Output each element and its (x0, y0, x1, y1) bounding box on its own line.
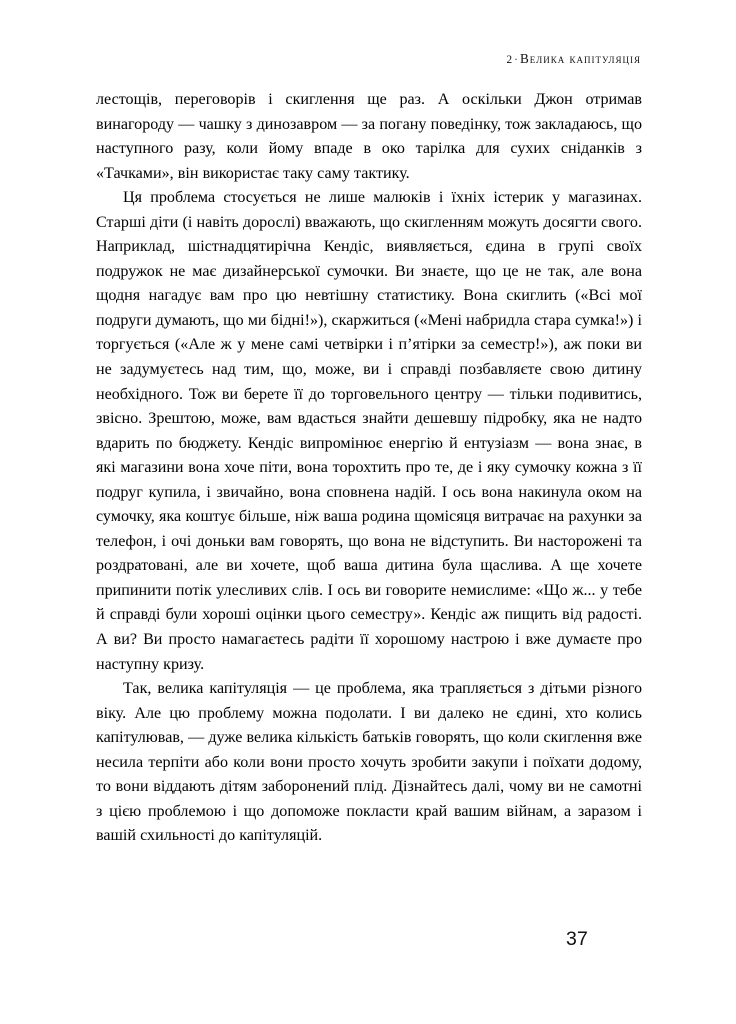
running-head-separator: · (514, 54, 519, 66)
paragraph-candice: Ця проблема стосується не лише малюків і їхніх істерик у магазинах. Старші діти (і навіть дорослі) вважають, що скигленням можуть досягти свого. Наприклад, шістнадцятирічна Кендіс, виявляється, єдина в групі своїх подружок не має дизайнерської сумочки. Ви знаєте, що це не так, але вона щодня нагадує вам про цю невтішну статистику. Вона скиглить («Всі мої подруги думають, що ми бідні!»), скаржиться («Мені набридла стара сумка!») і торгується («Але ж у мене самі четвірки і п’ятірки за семестр!»), аж поки ви не задумуєтесь над тим, що, може, ви і справді позбавляєте свою дитину необхідного. Тож ви берете її до торговельного центру — тільки подивитись, звісно. Зрештою, може, вам вдасться знайти дешевшу підробку, яка не надто вдарить по бюджету. Кендіс випромінює енергію й ентузіазм — вона знає, в які магазини вона хоче піти, вона торохтить про те, де і яку сумочку кожна з її подруг купила, і звичайно, вона сповнена надій. І ось вона накинула оком на сумочку, яка коштує більше, ніж ваша родина щомісяця витрачає на рахунки за телефон, і очі доньки вам говорять, що вона не відступить. Ви насторожені та роздратовані, але ви хочете, щоб ваша дитина була щаслива. А ще хочете припинити потік улесливих слів. І ось ви говорите немислиме: «Що ж... у тебе й справді були хороші оцінки цього семестру». Кендіс аж пищить від радості. А ви? Ви просто намагаєтесь радіти її хорошому настрою і вже думаєте про наступну кризу. (96, 189, 642, 673)
paragraph-conclusion: Так, велика капітуляція — це проблема, яка трапляється з дітьми різного віку. Але цю проблему можна подолати. І ви далеко не єдині, хто колись капітулював, — дуже велика кількість батьків говорять, що коли скиглення вже несила терпіти або коли вони просто хочуть зробити закупи і поїхати додому, то вони віддають дітям заборонений плід. Дізнайтесь далі, чому ви не самотні з цією проблемою і що допоможе покласти край вашим війнам, а заразом і вашій схильності до капітуляцій. (96, 680, 642, 845)
paragraph-continued: лестощів, переговорів і скиглення ще раз. А оскільки Джон отримав винагороду — чашку з динозавром — за погану поведінку, тож закладаюсь, що наступного разу, коли йому впаде в око тарілка для сухих сніданків з «Тачками», він використає таку саму тактику. (96, 91, 642, 182)
running-head-chapter-number: 2 (506, 54, 514, 66)
running-head-chapter-title: Велика капітуляція (519, 51, 641, 66)
page-number: 37 (566, 928, 589, 950)
running-head (96, 52, 641, 67)
body-text-block (96, 88, 642, 849)
